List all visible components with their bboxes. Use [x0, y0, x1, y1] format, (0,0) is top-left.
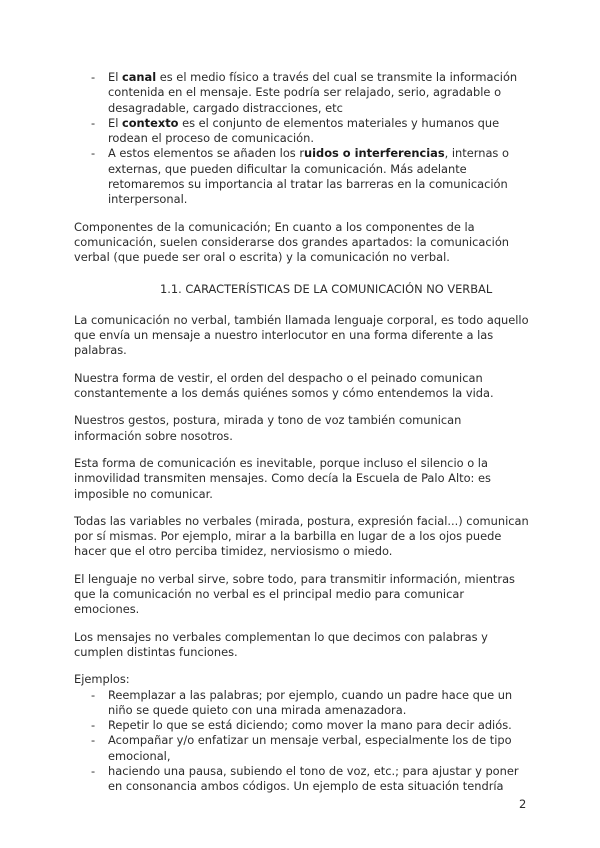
components-paragraph: Componentes de la comunicación; En cuanto a los componentes de la comunicación, suelen considerarse dos grandes apartados: la comunicación verbal (que puede ser oral o escrita) y la comunicación no verbal.: [74, 219, 510, 265]
list-text-pre: El: [108, 70, 122, 84]
paragraph-funciones: Los mensajes no verbales complementan lo que decimos con palabras y cumplen distintas funciones.: [74, 629, 488, 659]
list-text-post: , internas o externas, que pueden dificultar la comunicación. Más adelante retomaremos su importancia al tratar las barreras en la comunicación interpersonal.: [108, 146, 509, 207]
bullet-dash: -: [91, 718, 96, 733]
list-item-example: [74, 718, 530, 733]
list-item-contexto: [74, 116, 530, 147]
list-text: haciendo una pausa, subiendo el tono de voz, etc.; para ajustar y poner en consonancia ambos códigos. Un ejemplo de esta situación tendría: [108, 763, 519, 794]
list-item-example: [74, 688, 530, 719]
communication-elements-list: [74, 70, 530, 208]
list-text: Acompañar y/o enfatizar un mensaje verbal, especialmente los de tipo emocional,: [108, 733, 512, 763]
paragraph-variables: Todas las variables no verbales (mirada, postura, expresión facial...) comunican por sí mismas. Por ejemplo, mirar a la barbilla en lugar de a los ojos puede hacer que el otro perciba timidez, nerviosismo o miedo.: [74, 513, 529, 559]
paragraph-emociones: El lenguaje no verbal sirve, sobre todo, para transmitir información, mientras que la comunicación no verbal es el principal medio para comunicar emociones.: [74, 571, 515, 617]
list-text-bold: canal: [121, 70, 157, 84]
bullet-dash: -: [91, 70, 96, 84]
bullet-dash: -: [91, 687, 96, 702]
paragraph-definition: La comunicación no verbal, también llamada lenguaje corporal, es todo aquello que envía un mensaje a nuestro interlocutor en una forma diferente a las palabras.: [74, 312, 529, 358]
list-text-bold: contexto: [121, 115, 179, 130]
paragraph-vestir: Nuestra forma de vestir, el orden del despacho o el peinado comunican constantemente a los demás quiénes somos y cómo entendemos la vida.: [74, 370, 494, 401]
page-number: 2: [519, 797, 527, 811]
list-text: Repetir lo que se está diciendo; como mover la mano para decir adiós.: [108, 718, 512, 733]
list-text-bold: uidos o interferencias: [304, 146, 445, 161]
paragraph-gestos: Nuestros gestos, postura, mirada y tono de voz también comunican información sobre nosotros.: [74, 413, 462, 443]
page-content: [74, 70, 530, 795]
bullet-dash: -: [91, 763, 96, 778]
list-item-canal: [74, 70, 530, 116]
paragraph-ejemplos: Ejemplos:: [74, 672, 130, 687]
list-text-pre: A estos elementos se añaden los r: [108, 146, 305, 161]
bullet-dash: -: [91, 146, 96, 161]
list-text-post: es el medio físico a través del cual se transmite la información contenida en el mensaje. Este podría ser relajado, serio, agradable o desagradable, cargado distracciones, etc: [108, 70, 518, 115]
list-text-post: es el conjunto de elementos materiales y humanos que rodean el proceso de comunicación.: [108, 115, 500, 146]
list-item-ruidos: [74, 146, 530, 207]
bullet-dash: -: [91, 115, 96, 130]
list-text-pre: El: [108, 115, 122, 130]
examples-list: [74, 688, 530, 795]
list-text: Reemplazar a las palabras; por ejemplo, cuando un padre hace que un niño se quede quieto con una mirada amenazadora.: [108, 687, 513, 717]
list-item-example: [74, 764, 530, 795]
paragraph-inevitable: Esta forma de comunicación es inevitable, porque incluso el silencio o la inmovilidad transmiten mensajes. Como decía la Escuela de Palo Alto: es imposible no comunicar.: [74, 455, 491, 501]
list-item-example: [74, 733, 530, 764]
section-heading: 1.1. CARACTERÍSTICAS DE LA COMUNICACIÓN NO VERBAL: [160, 281, 493, 296]
bullet-dash: -: [91, 733, 96, 748]
